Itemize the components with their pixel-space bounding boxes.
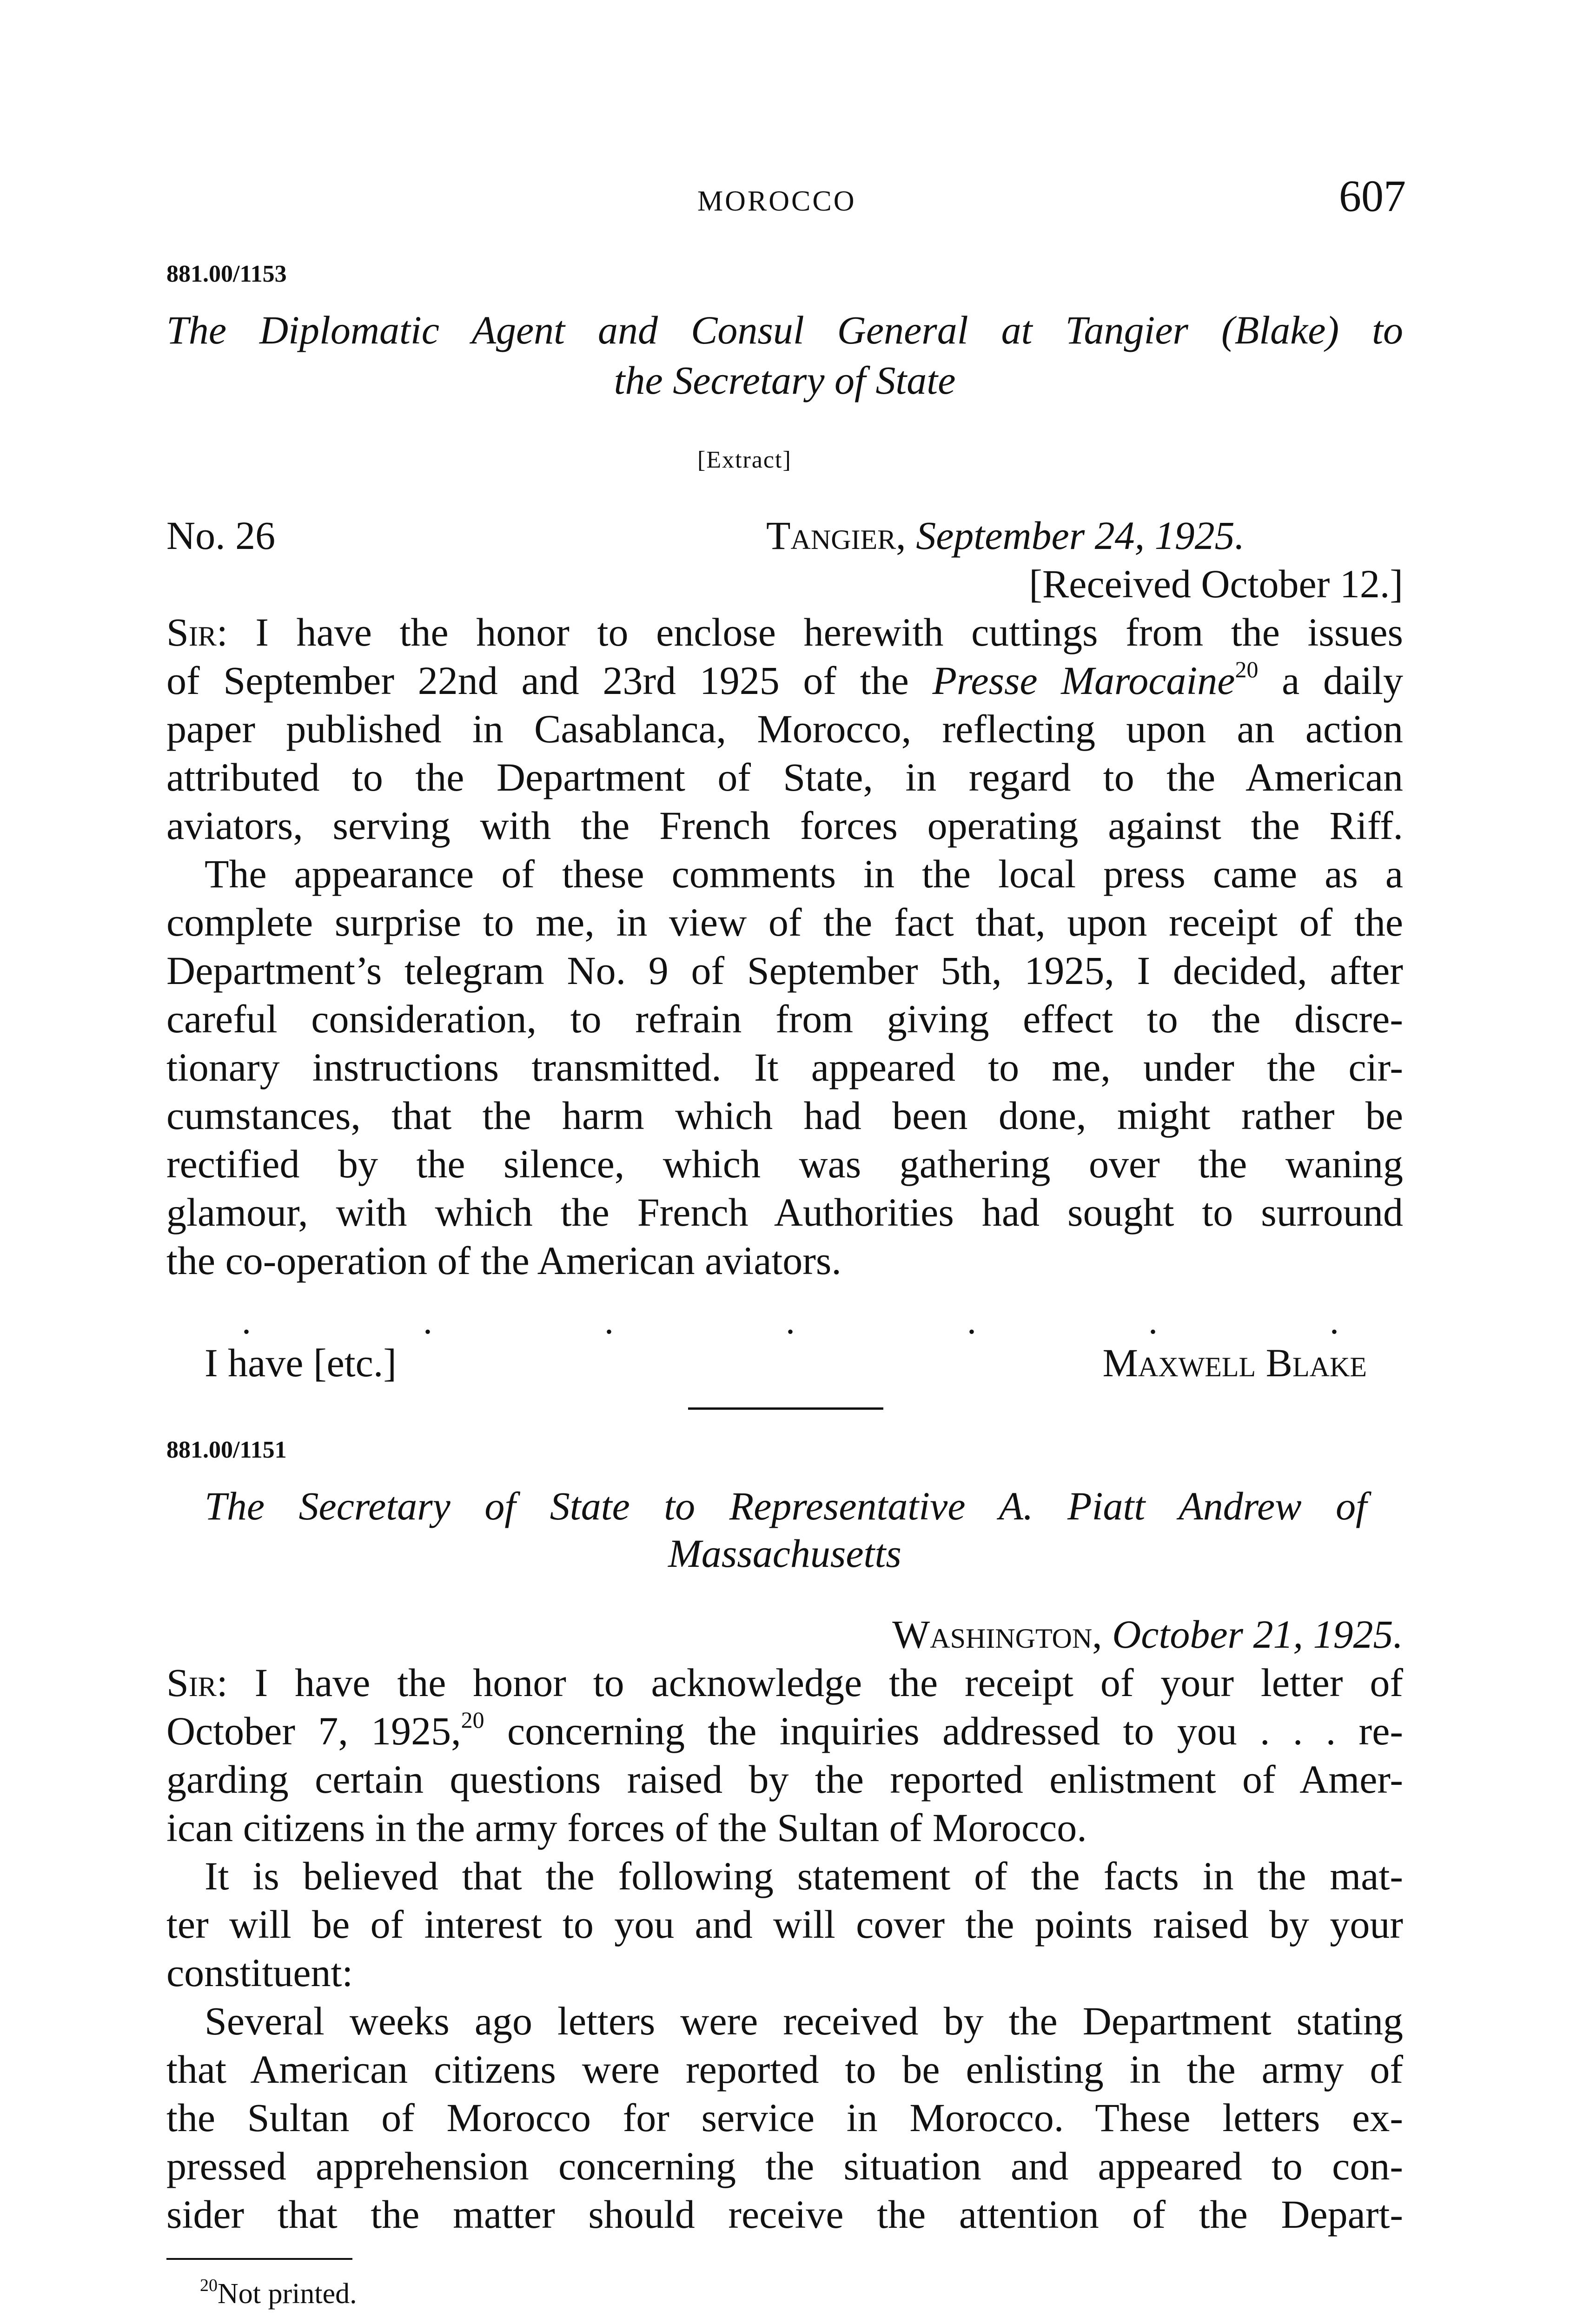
doc2-p1-text: October 7, 1925, (166, 1709, 461, 1753)
doc1-received: [Received October 12.] (1029, 561, 1403, 606)
ellipsis-dot: . (604, 1301, 614, 1342)
doc1-p1-line2 (166, 656, 1403, 705)
ellipsis-dot: . (967, 1301, 976, 1342)
doc2-title-line2: Massachusetts (668, 1531, 901, 1576)
doc1-p2-line4: careful consideration, to refrain from giving effect to the discre- (166, 997, 1403, 1041)
doc1-p2-line2: complete surprise to me, in view of the fact that, upon receipt of the (166, 900, 1403, 944)
doc1-salutation: Sir: (166, 610, 228, 654)
footnote-rule (166, 2258, 352, 2260)
doc2-p3-line1: Several weeks ago letters were received by the Department stating (205, 1999, 1403, 2043)
doc2-p3-line2: that American citizens were reported to be enlisting in the army of (166, 2047, 1403, 2092)
doc2-p3-line4: pressed apprehension concerning the situation and appeared to con- (166, 2144, 1403, 2188)
doc2-p3-line5: sider that the matter should receive the attention of the Depart- (166, 2192, 1403, 2237)
ellipsis-dot: . (1330, 1301, 1339, 1342)
doc2-salutation: Sir: (166, 1660, 228, 1705)
doc1-signature: Maxwell Blake (1102, 1340, 1367, 1385)
doc1-p2-line1: The appearance of these comments in the local press came as a (205, 852, 1403, 896)
doc2-date: October 21, 1925. (1112, 1612, 1403, 1657)
doc1-p2-line6: cumstances, that the harm which had been done, might rather be (166, 1093, 1403, 1138)
doc1-p2-line7: rectified by the silence, which was gathering over the waning (166, 1142, 1403, 1186)
doc2-p1-line2 (166, 1707, 1403, 1755)
running-title: MOROCCO (697, 185, 856, 217)
doc1-p1-line3: paper published in Casablanca, Morocco, reflecting upon an action (166, 706, 1403, 751)
ellipsis-dot: . (242, 1301, 251, 1342)
doc2-p2-line2: ter will be of interest to you and will cover the points raised by your (166, 1902, 1403, 1947)
footnote (200, 2278, 357, 2311)
ellipsis-dot: . (423, 1301, 432, 1342)
ellipsis-row (242, 1301, 1339, 1343)
doc1-place-date (766, 511, 1245, 560)
doc1-p2-line9: the co-operation of the American aviators. (166, 1238, 841, 1283)
doc2-p1-text: concerning the inquiries addressed to you . . . re- (507, 1709, 1404, 1753)
doc1-closing-row (205, 1339, 1367, 1387)
doc1-date: September 24, 1925. (916, 513, 1245, 558)
doc2-place: Washington, (892, 1612, 1102, 1657)
ellipsis-dot: . (1148, 1301, 1158, 1342)
doc1-p1-text: I have the honor to enclose herewith cuttings from the issues (255, 610, 1404, 654)
newspaper-title: Presse Marocaine (932, 658, 1235, 703)
extract-label: [Extract] (697, 447, 792, 473)
footnote-mark: 20 (200, 2276, 218, 2295)
doc1-p1-line5: aviators, serving with the French forces operating against the Riff. (166, 803, 1403, 848)
doc2-p2-line3: constituent: (166, 1950, 353, 1995)
doc2-file-number: 881.00/1151 (166, 1437, 287, 1463)
doc2-p1-text: I have the honor to acknowledge the receipt of your letter of (254, 1660, 1404, 1705)
doc1-p1-line1 (166, 608, 1403, 656)
doc1-p2-line8: glamour, with which the French Authorities had sought to surround (166, 1190, 1403, 1235)
doc1-p1-line4: attributed to the Department of State, in regard to the American (166, 755, 1403, 799)
doc1-file-number: 881.00/1153 (166, 261, 287, 287)
ellipsis-dot: . (786, 1301, 795, 1342)
doc2-title-line1: The Secretary of State to Representative A. Piatt Andrew of (205, 1484, 1367, 1528)
doc1-title-line2: the Secretary of State (614, 358, 956, 403)
doc2-dateline (166, 1610, 1403, 1658)
footnote-ref: 20 (1235, 656, 1259, 682)
doc1-number: No. 26 (166, 513, 276, 558)
doc2-p3-line3: the Sultan of Morocco for service in Morocco. These letters ex- (166, 2095, 1403, 2140)
doc1-dateline (166, 511, 1403, 560)
doc2-p2-line1: It is believed that the following statement of the facts in the mat- (205, 1854, 1403, 1898)
page-number: 607 (1339, 171, 1406, 221)
doc1-p1-text: a daily (1282, 658, 1403, 703)
doc1-p2-line5: tionary instructions transmitted. It appeared to me, under the cir- (166, 1045, 1403, 1089)
doc2-p1-line1 (166, 1658, 1403, 1707)
doc2-p1-line4: ican citizens in the army forces of the Sultan of Morocco. (166, 1805, 1087, 1850)
doc2-p1-line3: garding certain questions raised by the reported enlistment of Amer- (166, 1757, 1403, 1802)
doc1-closing: I have [etc.] (205, 1340, 397, 1385)
footnote-text: Not printed. (218, 2278, 357, 2310)
doc1-p1-text: of September 22nd and 23rd 1925 of the (166, 658, 909, 703)
section-divider (688, 1407, 883, 1410)
doc1-title-line1: The Diplomatic Agent and Consul General at Tangier (Blake) to (166, 308, 1403, 352)
footnote-ref: 20 (461, 1707, 484, 1733)
doc1-p2-line3: Department’s telegram No. 9 of September 5th, 1925, I decided, after (166, 948, 1403, 993)
doc1-place: Tangier, (766, 513, 906, 558)
